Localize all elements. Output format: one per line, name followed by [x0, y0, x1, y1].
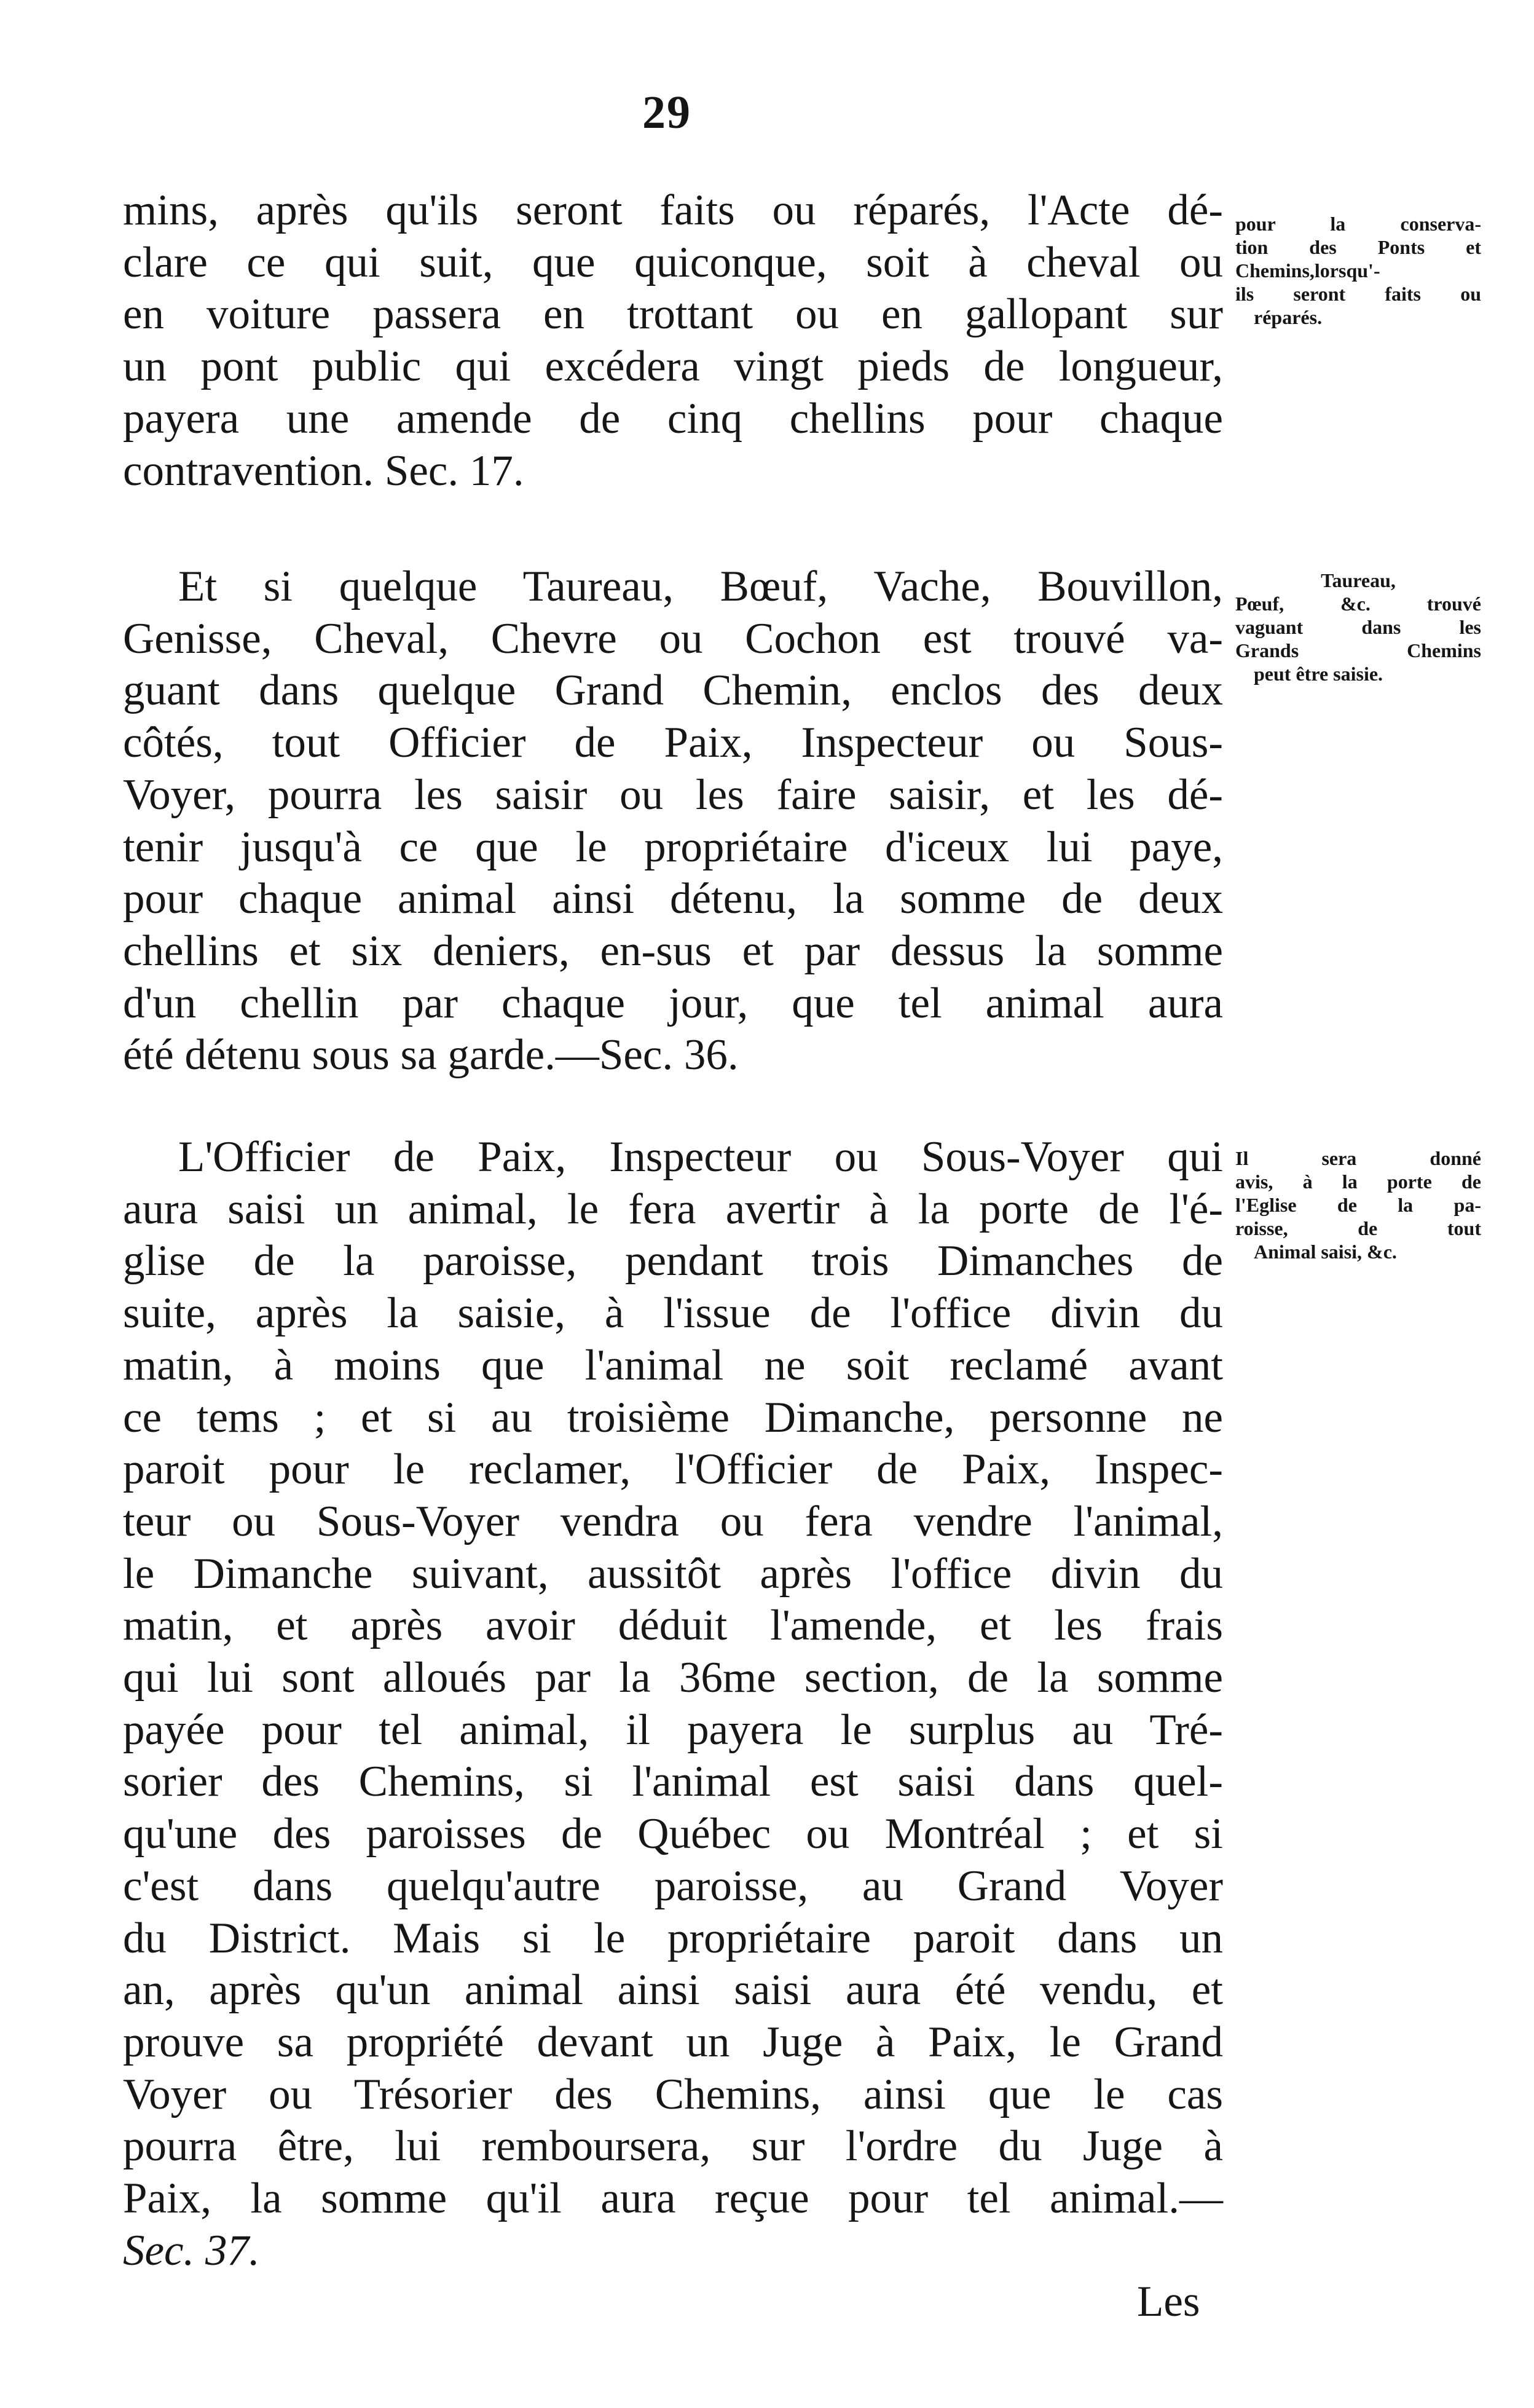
text-line: payera une amende de cinq chellins pour chaque — [123, 394, 1223, 443]
text-line: suite, après la saisie, à l'issue de l'office divin du — [123, 1289, 1223, 1338]
text-line: aura saisi un animal, le fera avertir à la porte de l'é- — [123, 1185, 1223, 1233]
margin-note-line: pour la conserva- — [1235, 213, 1481, 235]
paragraph-stray-animals — [123, 561, 1223, 1081]
text-line: Et si quelque Taureau, Bœuf, Vache, Bouvillon, — [178, 563, 1223, 610]
text-line: teur ou Sous-Voyer vendra ou fera vendre l'animal, — [123, 1497, 1223, 1545]
text-line: contravention. Sec. 17. — [123, 446, 524, 495]
text-line: paroit pour le reclamer, l'Officier de Paix, Inspec- — [123, 1445, 1223, 1494]
text-line: en voiture passera en trottant ou en gallopant sur — [123, 290, 1223, 339]
text-line: matin, et après avoir déduit l'amende, et les frais — [123, 1601, 1223, 1650]
text-line: L'Officier de Paix, Inspecteur ou Sous-Voyer qui — [178, 1133, 1223, 1181]
text-line: été détenu sous sa garde.—Sec. 36. — [123, 1031, 739, 1080]
text-line: du District. Mais si le propriétaire paroit dans un — [123, 1914, 1223, 1962]
text-line: sorier des Chemins, si l'animal est saisi dans quel- — [123, 1758, 1223, 1806]
text-line: qui lui sont alloués par la 36me section, de la somme — [123, 1654, 1223, 1702]
text-line: matin, à moins que l'animal ne soit reclamé avant — [123, 1341, 1223, 1389]
text-line: guant dans quelque Grand Chemin, enclos des deux — [123, 666, 1223, 715]
margin-note-line: Animal saisi, &c. — [1254, 1241, 1397, 1263]
text-line: tenir jusqu'à ce que le propriétaire d'iceux lui paye, — [123, 823, 1223, 871]
text-line: c'est dans quelqu'autre paroisse, au Grand Voyer — [123, 1861, 1223, 1910]
margin-note-line: Il sera donné — [1235, 1147, 1481, 1169]
text-line: payée pour tel animal, il payera le surplus au Tré- — [123, 1705, 1223, 1754]
catchword: Les — [1137, 2278, 1200, 2326]
paragraph-sale-procedure — [123, 1131, 1223, 2276]
text-line: Genisse, Cheval, Chevre ou Cochon est trouvé va- — [123, 614, 1223, 663]
text-line: un pont public qui excédera vingt pieds de longueur, — [123, 342, 1223, 391]
margin-note-line: Pœuf, &c. trouvé — [1235, 593, 1481, 615]
text-line: glise de la paroisse, pendant trois Dimanches de — [123, 1237, 1223, 1285]
text-line: clare ce qui suit, que quiconque, soit à cheval ou — [123, 238, 1223, 286]
text-line: prouve sa propriété devant un Juge à Paix, le Grand — [123, 2018, 1223, 2066]
margin-note-line: Taureau, — [1321, 569, 1396, 591]
text-line: Sec. 37. — [123, 2226, 260, 2275]
text-line: mins, après qu'ils seront faits ou réparés, l'Acte dé- — [123, 186, 1223, 234]
margin-note-bridges — [1235, 212, 1481, 329]
margin-note-notice — [1235, 1147, 1481, 1263]
margin-note-line: vaguant dans les — [1235, 616, 1481, 638]
text-line: le Dimanche suivant, aussitôt après l'office divin du — [123, 1549, 1223, 1598]
text-line: qu'une des paroisses de Québec ou Montréal ; et si — [123, 1810, 1223, 1858]
margin-note-line: Grands Chemins — [1235, 639, 1481, 661]
text-line: chellins et six deniers, en-sus et par dessus la somme — [123, 926, 1223, 975]
text-line: ce tems ; et si au troisième Dimanche, personne ne — [123, 1393, 1223, 1442]
margin-note-line: roisse, de tout — [1235, 1217, 1481, 1239]
margin-note-line: tion des Ponts et — [1235, 236, 1481, 258]
text-line: d'un chellin par chaque jour, que tel animal aura — [123, 979, 1223, 1027]
text-line: pourra être, lui remboursera, sur l'ordre du Juge à — [123, 2122, 1223, 2171]
margin-note-line: avis, à la porte de — [1235, 1170, 1481, 1193]
margin-note-animals — [1235, 569, 1481, 685]
paragraph-road-maintenance — [123, 184, 1223, 497]
text-line: Voyer ou Trésorier des Chemins, ainsi que le cas — [123, 2070, 1223, 2118]
text-line: pour chaque animal ainsi détenu, la somme de deux — [123, 875, 1223, 923]
margin-note-line: Chemins,lorsqu'- — [1235, 259, 1380, 282]
page-number: 29 — [642, 87, 691, 138]
margin-note-line: l'Eglise de la pa- — [1235, 1194, 1481, 1216]
text-line: Voyer, pourra les saisir ou les faire saisir, et les dé- — [123, 770, 1223, 819]
text-line: côtés, tout Officier de Paix, Inspecteur ou Sous- — [123, 719, 1223, 767]
text-line: Paix, la somme qu'il aura reçue pour tel animal.— — [123, 2174, 1223, 2223]
margin-note-line: peut être saisie. — [1254, 663, 1383, 685]
text-line: an, après qu'un animal ainsi saisi aura été vendu, et — [123, 1966, 1223, 2015]
margin-note-line: réparés. — [1254, 306, 1323, 328]
margin-note-line: ils seront faits ou — [1235, 283, 1481, 305]
